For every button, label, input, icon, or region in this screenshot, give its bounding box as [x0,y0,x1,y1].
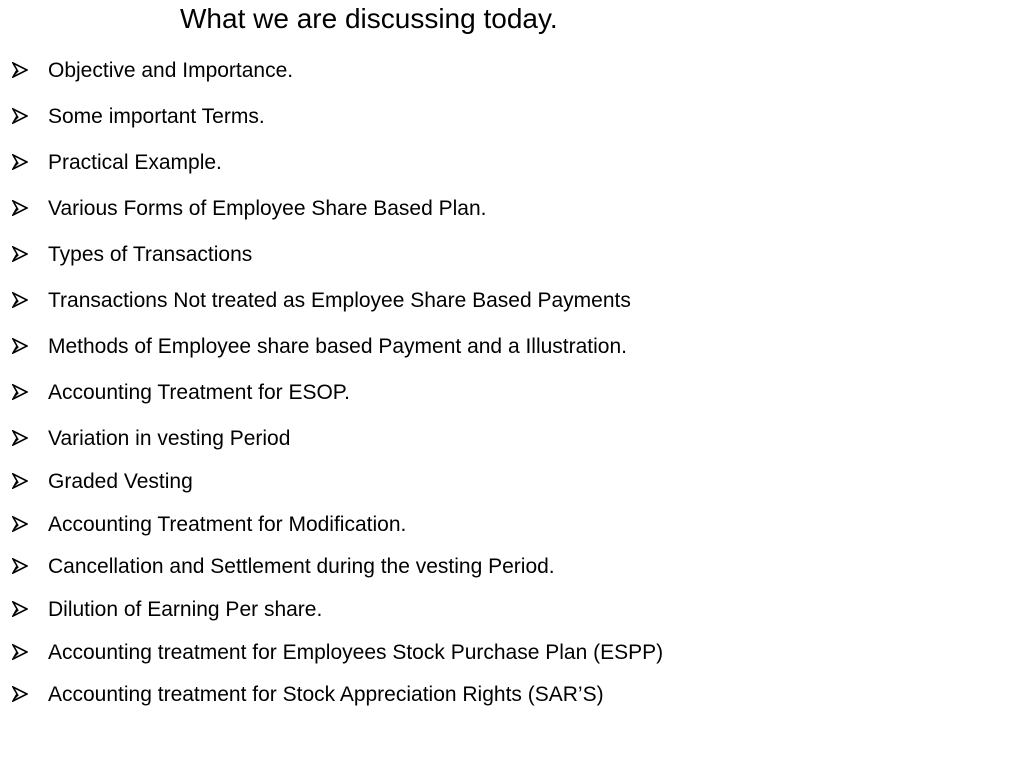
bullet-item [0,242,1000,270]
bullet-label: Types of Transactions [48,243,253,266]
bullet-item [0,150,1000,178]
arrow-bullet-icon [12,601,28,617]
bullet-label: Various Forms of Employee Share Based Plan. [48,197,487,220]
slide-title: What we are discussing today. [180,3,558,34]
bullet-item [0,512,1000,540]
bullet-label: Accounting treatment for Employees Stock Purchase Plan (ESPP) [48,641,664,664]
bullet-item [0,380,1000,408]
bullet-item [0,334,1000,362]
bullet-item [0,196,1000,224]
bullet-label: Some important Terms. [48,105,265,128]
arrow-bullet-icon [12,338,28,354]
bullet-item [0,426,1000,454]
bullet-item [0,288,1000,316]
arrow-bullet-icon [12,292,28,308]
bullet-label: Methods of Employee share based Payment and a Illustration. [48,335,627,358]
bullet-label: Graded Vesting [48,470,193,493]
bullet-item [0,554,1000,582]
bullet-item [0,682,1000,710]
bullet-item [0,58,1000,86]
arrow-bullet-icon [12,384,28,400]
bullet-label: Dilution of Earning Per share. [48,598,323,621]
bullet-item [0,469,1000,497]
arrow-bullet-icon [12,473,28,489]
bullet-item [0,597,1000,625]
arrow-bullet-icon [12,686,28,702]
arrow-bullet-icon [12,246,28,262]
arrow-bullet-icon [12,154,28,170]
arrow-bullet-icon [12,516,28,532]
bullet-item [0,640,1000,668]
bullet-label: Accounting treatment for Stock Appreciation Rights (SAR’S) [48,683,604,706]
bullet-label: Practical Example. [48,151,222,174]
bullet-label: Objective and Importance. [48,59,294,82]
arrow-bullet-icon [12,558,28,574]
bullet-label: Accounting Treatment for Modification. [48,513,407,536]
bullet-label: Accounting Treatment for ESOP. [48,381,350,404]
arrow-bullet-icon [12,644,28,660]
bullet-label: Transactions Not treated as Employee Share Based Payments [48,289,631,312]
arrow-bullet-icon [12,62,28,78]
bullet-label: Variation in vesting Period [48,427,291,450]
bullet-label: Cancellation and Settlement during the vesting Period. [48,555,555,578]
bullet-item [0,104,1000,132]
arrow-bullet-icon [12,200,28,216]
arrow-bullet-icon [12,108,28,124]
arrow-bullet-icon [12,430,28,446]
